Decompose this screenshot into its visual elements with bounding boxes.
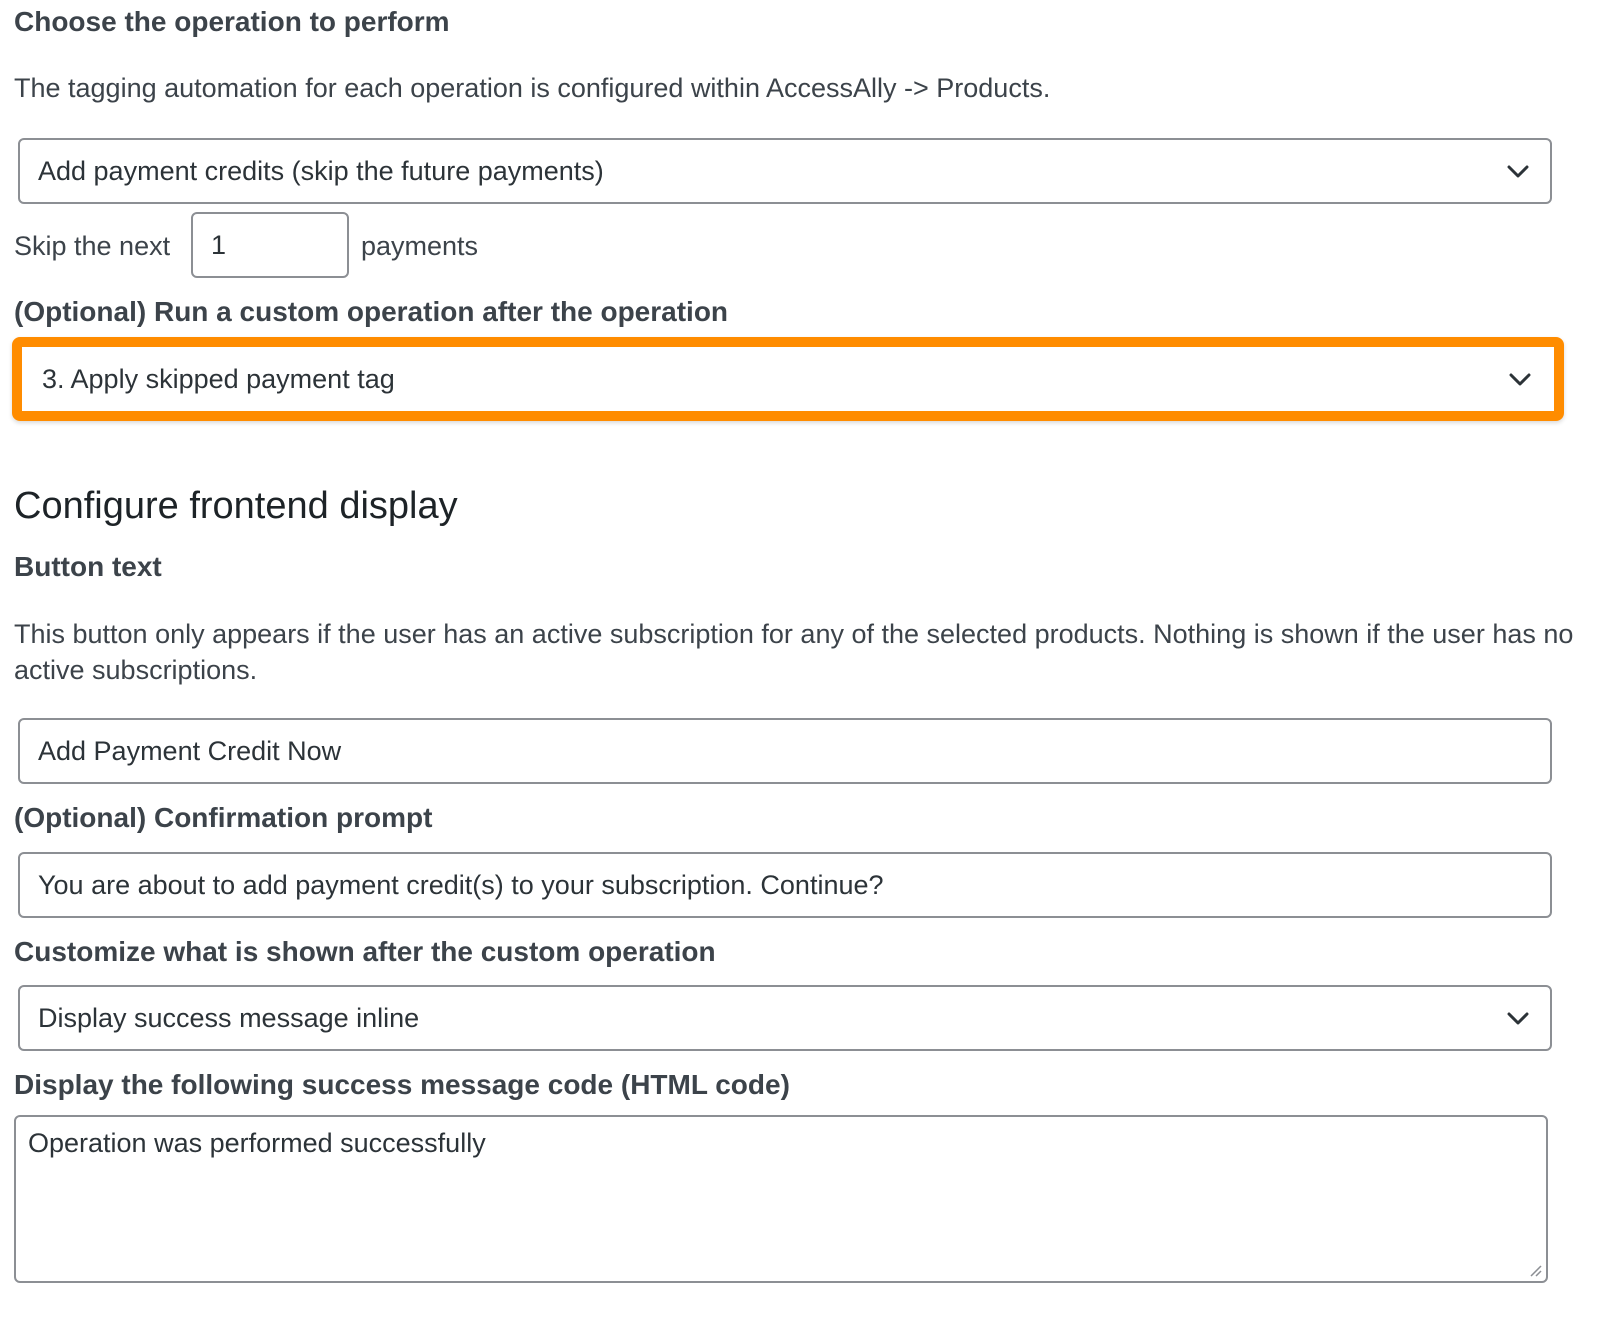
chevron-down-icon xyxy=(1504,157,1532,185)
custom-operation-select-value: 3. Apply skipped payment tag xyxy=(42,363,395,394)
button-text-heading: Button text xyxy=(14,551,162,582)
success-message-text: Operation was performed successfully xyxy=(28,1128,486,1158)
resize-grip-icon[interactable] xyxy=(1526,1261,1542,1277)
after-operation-select-value: Display success message inline xyxy=(38,1002,420,1033)
button-text-input[interactable]: Add Payment Credit Now xyxy=(18,718,1552,784)
skip-prefix-label: Skip the next xyxy=(14,231,171,261)
operation-select-value: Add payment credits (skip the future payments) xyxy=(38,155,604,186)
button-text-description: This button only appears if the user has an active subscription for any of the selected products. Nothing is shown if the user has no active subscriptions. xyxy=(14,619,1574,685)
custom-operation-heading: (Optional) Run a custom operation after the operation xyxy=(14,296,729,327)
chevron-down-icon xyxy=(1506,365,1534,393)
chevron-down-icon xyxy=(1504,1004,1532,1032)
operation-select[interactable] xyxy=(18,138,1552,204)
operation-description: The tagging automation for each operation is configured within AccessAlly -> Products. xyxy=(14,73,1051,103)
skip-count-input[interactable]: 1 xyxy=(191,212,349,278)
confirmation-heading: (Optional) Confirmation prompt xyxy=(14,802,433,833)
after-operation-select[interactable] xyxy=(18,985,1552,1051)
operation-heading: Choose the operation to perform xyxy=(14,6,450,37)
custom-operation-select[interactable] xyxy=(22,347,1554,411)
after-operation-heading: Customize what is shown after the custom operation xyxy=(14,936,716,967)
skip-suffix-label: payments xyxy=(361,231,479,261)
confirmation-input[interactable]: You are about to add payment credit(s) to your subscription. Continue? xyxy=(18,852,1552,918)
frontend-section-title: Configure frontend display xyxy=(14,485,458,527)
success-message-textarea[interactable] xyxy=(14,1115,1548,1283)
success-message-heading: Display the following success message code (HTML code) xyxy=(14,1069,790,1100)
